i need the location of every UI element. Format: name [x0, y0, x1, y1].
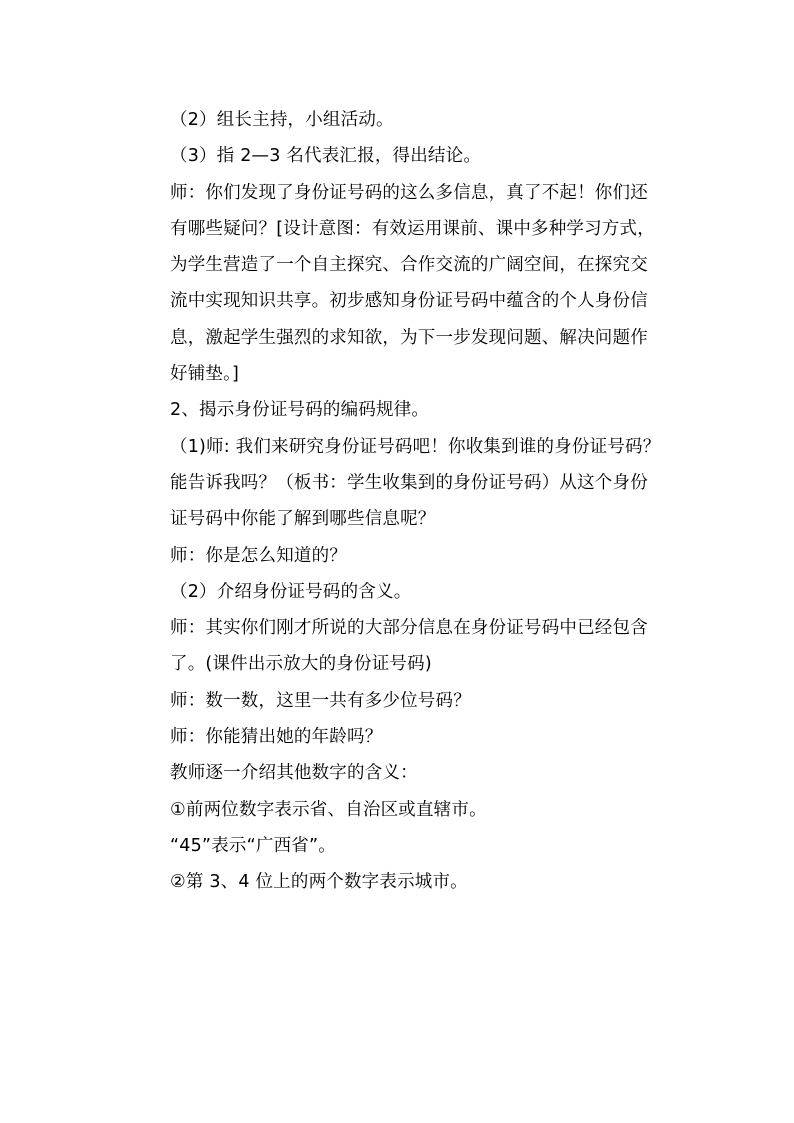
text-line: 2、揭示身份证号码的编码规律。: [170, 400, 430, 421]
text-line: （3）指 2—3 名代表汇报，得出结论。: [170, 146, 482, 167]
text-line: 师：你是怎么知道的？: [170, 545, 347, 566]
text-line: 师：你们发现了身份证号码的这么多信息，真了不起！你们还: [170, 182, 648, 203]
text-line: 师：你能猜出她的年龄吗？: [170, 727, 383, 748]
text-line: 为学生营造了一个自主探究、合作交流的广阔空间，在探究交: [170, 255, 648, 276]
text-line: 息，激起学生强烈的求知欲，为下一步发现问题、解决问题作: [170, 327, 648, 348]
text-line: （2）介绍身份证号码的含义。: [170, 581, 412, 602]
text-line: “45”表示“广西省”。: [170, 835, 336, 856]
text-line: 师：其实你们刚才所说的大部分信息在身份证号码中已经包含: [170, 618, 648, 639]
text-line: 好铺垫。]: [170, 364, 240, 385]
text-line: （1)师: 我们来研究身份证号码吧！你收集到谁的身份证号码？: [170, 436, 661, 457]
text-line: ②第 3、4 位上的两个数字表示城市。: [170, 872, 468, 893]
text-line: （2）组长主持，小组活动。: [170, 110, 394, 130]
document-body: [170, 102, 690, 901]
text-line: ①前两位数字表示省、自治区或直辖市。: [170, 799, 487, 820]
text-line: 流中实现知识共享。初步感知身份证号码中蕴含的个人身份信: [170, 291, 648, 312]
text-line: 师：数一数，这里一共有多少位号码？: [170, 690, 471, 711]
text-line: 教师逐一介绍其他数字的含义：: [170, 763, 418, 784]
text-line: 证号码中你能了解到哪些信息呢？: [170, 509, 436, 530]
text-line: 有哪些疑问？[设计意图：有效运用课前、课中多种学习方式，: [170, 218, 655, 239]
text-line: 了。(课件出示放大的身份证号码): [170, 654, 432, 675]
text-line: 能告诉我吗？（板书：学生收集到的身份证号码）从这个身份: [170, 472, 648, 493]
